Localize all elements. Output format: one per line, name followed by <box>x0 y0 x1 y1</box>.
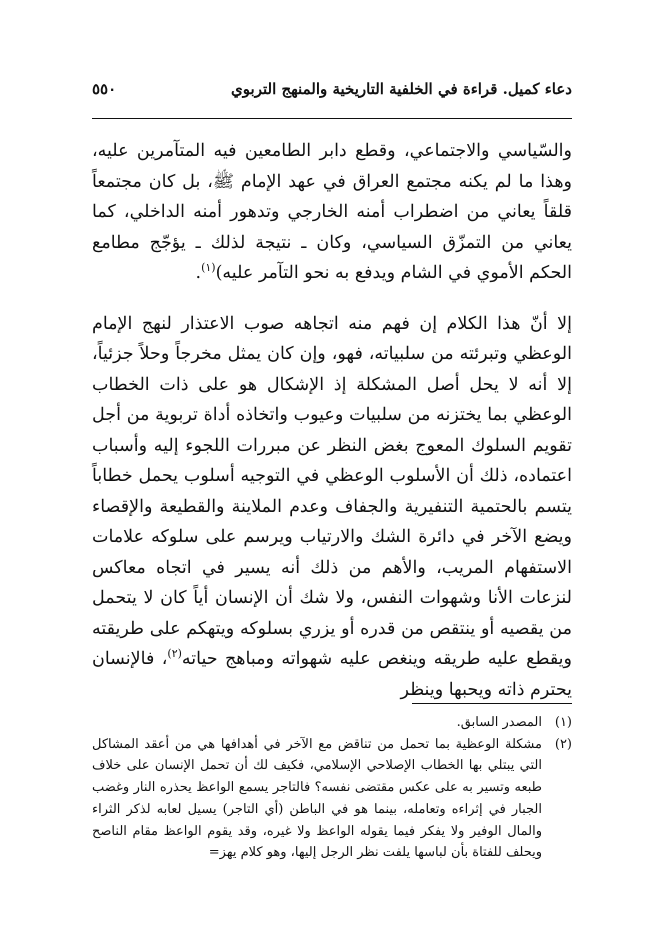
paragraph-2-tail: ، فالإنسان يحترم ذاته ويحبها وينظر <box>92 649 572 700</box>
main-text <box>92 136 572 705</box>
continuation-mark: = <box>208 845 220 861</box>
footnote-ref-1: (١) <box>201 261 216 275</box>
paragraph-1 <box>92 136 572 289</box>
page-header <box>92 76 572 102</box>
running-title: دعاء كميل. قراءة في الخلفية التاريخية والمنهج التربوي <box>231 80 572 98</box>
paragraph-2-text: إلا أنّ هذا الكلام إن فهم منه اتجاهه صوب الاعتذار لنهج الإمام الوعظي وتبرئته من سلبياته، فهو، وإن كان يمثل مخرجاً وحلاً جزئياً، إلا أنه لا يحل أصل المشكلة إذ الإشكال هو على ذات الخطاب الوعظي بما يختزنه من سلبيات وعيوب واتخاذه أداة تربوية من أجل تقويم السلوك المعوج بغض النظر عن مبررات اللجوء إليه وأسباب اعتماده، ذلك أن الأسلوب الوعظي في التوجيه أسلوب يحمل خطاباً يتسم بالحتمية التنفيرية والجفاف وعدم الملاينة والقطيعة والإقصاء ويضع الآخر في دائرة الشك والارتياب ويرسم على سلوكه علامات الاستفهام المريب، والأهم من ذلك أنه يسير في اتجاه معاكس لنزعات الأنا وشهوات النفس، ولا شك أن الإنسان أياً كان لا يتحمل من يقصيه أو ينتقص من قدره أو يزري بسلوكه ويتهكم على طريقته ويقطع عليه طريقه وينغص عليه شهواته ومباهج حياته <box>92 313 572 669</box>
footnotes <box>92 712 572 864</box>
header-rule <box>92 118 572 119</box>
footnote-ref-2: (٢) <box>167 647 182 661</box>
footnote-number: (١) <box>554 715 572 730</box>
footnote-2 <box>92 734 572 864</box>
paragraph-1-text: والسّياسي والاجتماعي، وقطع دابر الطامعين فيه المتآمرين عليه، وهذا ما لم يكنه مجتمع العراق في عهد الإمام ﷺ، بل كان مجتمعاً قلقاً يعاني من اضطراب أمنه الخارجي وتدهور أمنه الداخلي، كما يعاني من التمزّق السياسي، وكان ـ نتيجة لذلك ـ يؤجّج مطامع الحكم الأموي في الشام ويدفع به نحو التآمر عليه) <box>92 141 572 283</box>
page-number: ٥٥٠ <box>92 80 117 98</box>
paragraph-1-tail: . <box>195 263 202 283</box>
footnote-separator <box>412 703 572 704</box>
footnote-1 <box>92 712 572 734</box>
paragraph-2 <box>92 309 572 706</box>
footnote-text: مشكلة الوعظية بما تحمل من تناقض مع الآخر في أهدافها هي من أعقد المشاكل التي يبتلي بها الخطاب الإصلاحي الإسلامي، فكيف لك أن تحمل الإنسان على خلاف طبعه وتسير به على عكس مقتضى نفسه؟ فالتاجر يسمع الواعظ يحذره النار وغضب الجبار في إثراءه وتعامله، بينما هو في الباطن (أي التاجر) يسيل لعابه لذكر الثراء والمال الوفير ولا يفكر فيما يقوله الواعظ ولا غيره، وقد يقوم الواعظ مقام الناصح ويحلف للفتاة بأن لباسها يلفت نظر الرجل إليها، وهو كلام يهز <box>92 736 542 861</box>
footnote-number: (٢) <box>554 736 572 752</box>
footnote-text: المصدر السابق. <box>456 715 542 730</box>
